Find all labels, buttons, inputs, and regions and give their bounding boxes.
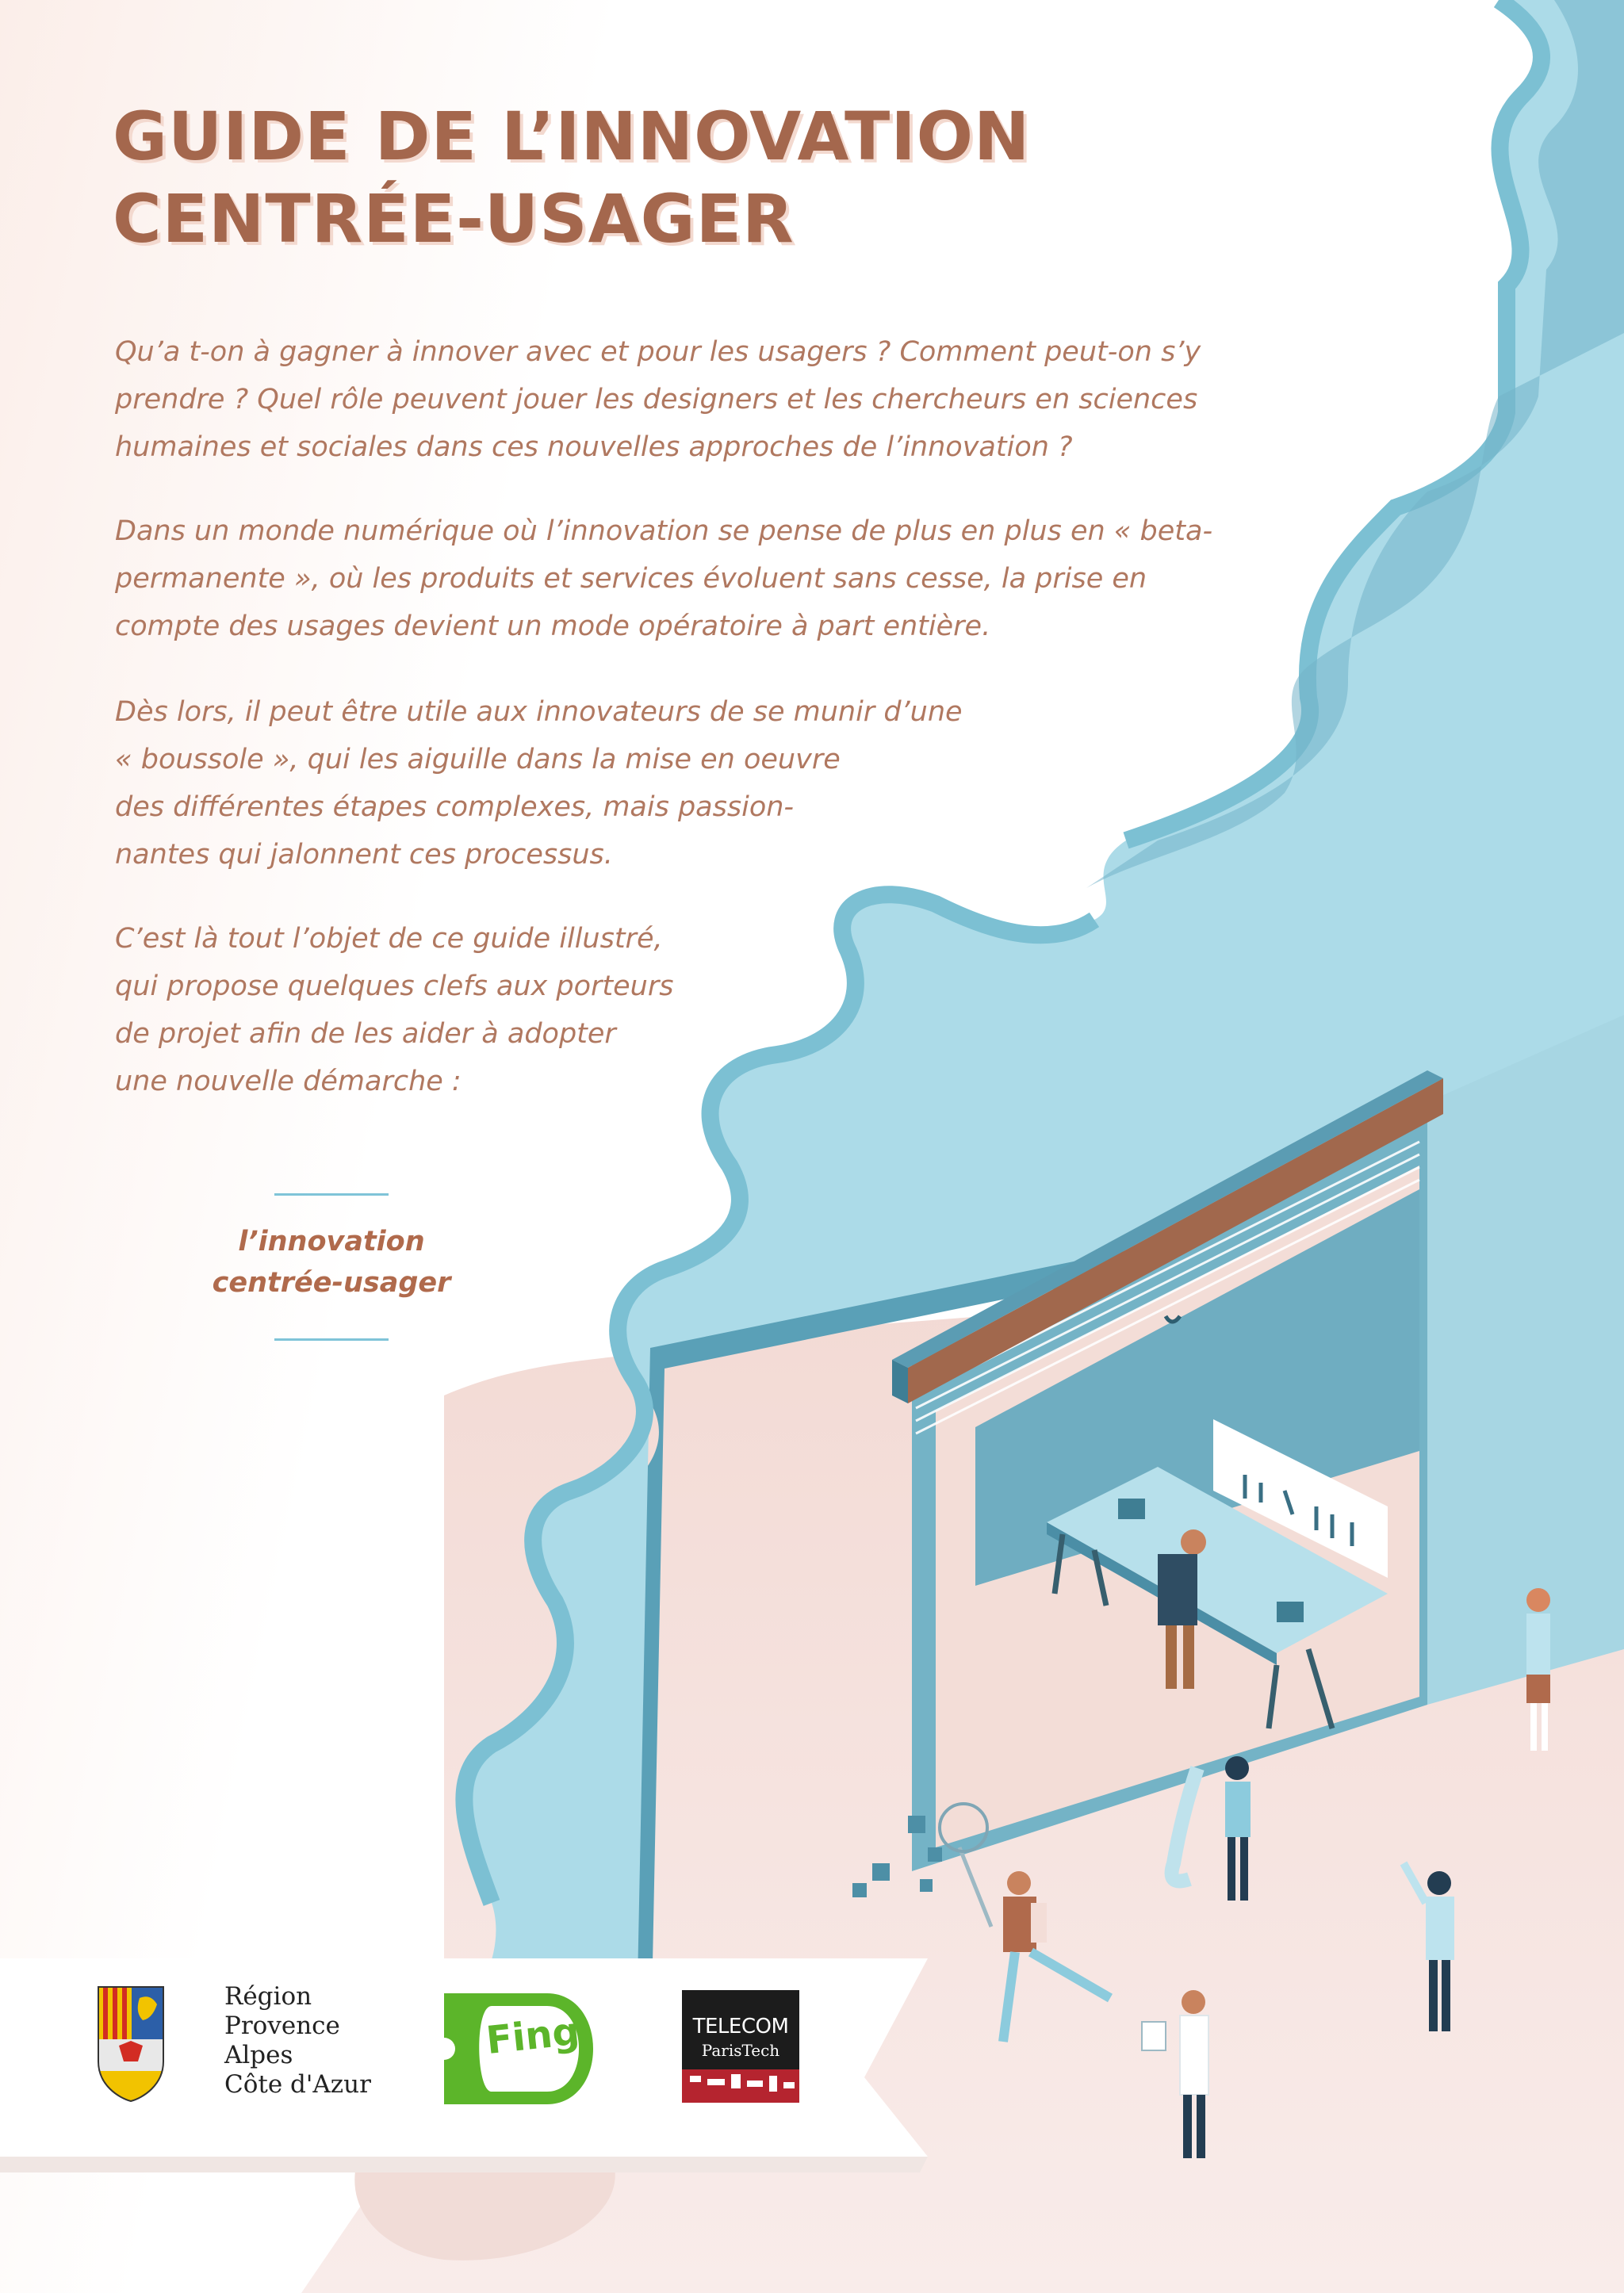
divider-bottom [274,1338,389,1341]
text-line: qui propose quelques clefs aux porteurs [115,970,674,1002]
text-line: une nouvelle démarche : [115,1066,462,1097]
paristech-logo-text: ParisTech [701,2041,780,2060]
region-line: Provence [224,2012,340,2040]
region-line: Côte d'Azur [224,2070,371,2099]
title-line-2: CENTRÉE-USAGER [113,180,795,258]
text-line: Qu’a t-on à gagner à innover avec et pour les usagers ? Comment peut-on s’y [115,336,1201,368]
intro-paragraph-4 [115,915,673,1105]
intro-paragraph-3 [115,688,963,879]
text-line: prendre ? Quel rôle peuvent jouer les designers et les chercheurs en sciences [115,384,1198,415]
highlight-line-2: centrée-usager [212,1267,451,1299]
region-logo-text [224,1982,371,2100]
region-line: Alpes [224,2041,293,2069]
text-line: C’est là tout l’objet de ce guide illustré, [115,923,663,955]
telecom-logo-text: TELECOM [692,2015,789,2038]
text-line: de projet afin de les aider à adopter [115,1018,616,1050]
text-line: Dès lors, il peut être utile aux innovateurs de se munir d’une [115,696,963,728]
text-line: Dans un monde numérique où l’innovation se pense de plus en plus en « beta- [115,515,1213,547]
text-line: compte des usages devient un mode opératoire à part entière. [115,611,991,642]
fing-logo-text: Fing [484,2008,582,2064]
highlight-phrase [190,1221,473,1303]
divider-top [274,1193,389,1196]
title-line-1: GUIDE DE L’INNOVATION [113,98,1031,175]
highlight-line-1: l’innovation [238,1226,425,1258]
text-line: permanente », où les produits et services évoluent sans cesse, la prise en [115,563,1147,595]
region-line: Région [224,1982,312,2011]
intro-paragraph-2 [115,507,1212,650]
text-line: humaines et sociales dans ces nouvelles approches de l’innovation ? [115,431,1073,463]
intro-paragraph-1 [115,328,1201,471]
text-line: nantes qui jalonnent ces processus. [115,839,613,871]
text-line: des différentes étapes complexes, mais passion- [115,791,795,823]
page-title [113,95,1143,260]
text-line: « boussole », qui les aiguille dans la mise en oeuvre [115,744,841,775]
region-paca-coat-of-arms-icon [98,1987,163,2101]
